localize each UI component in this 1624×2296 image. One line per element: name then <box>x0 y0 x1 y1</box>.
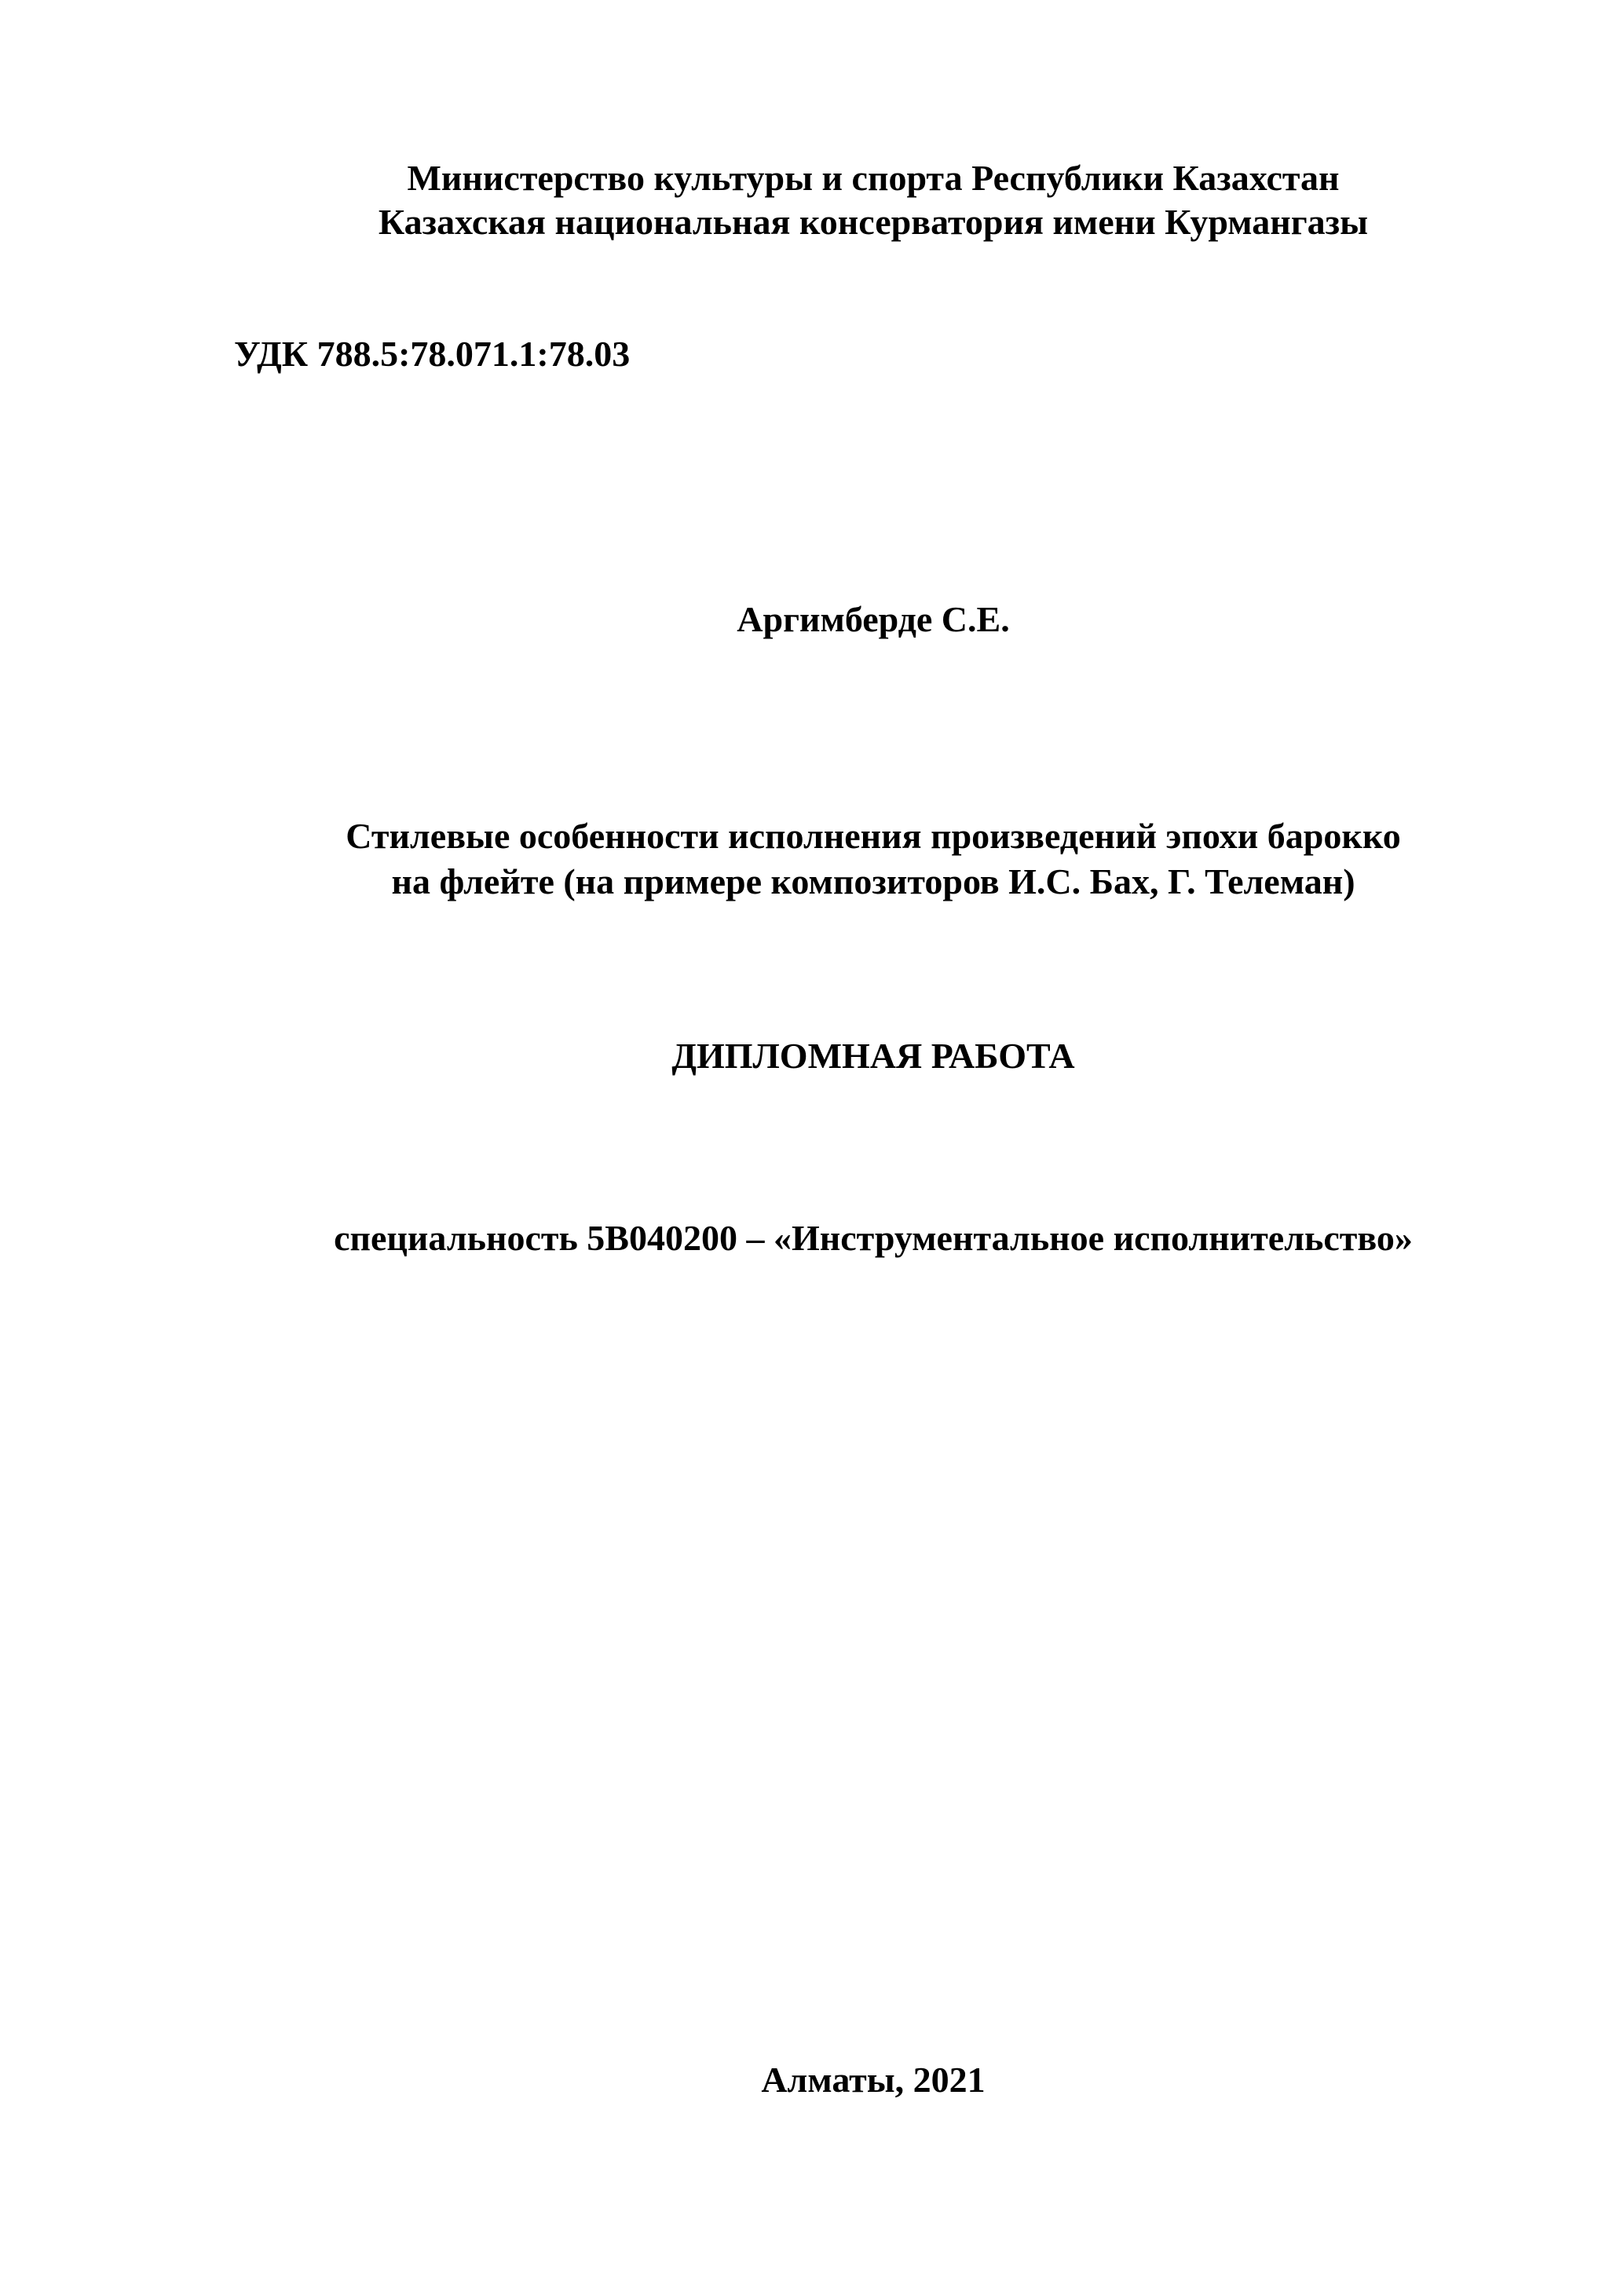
institution-heading: Казахская национальная консерватория имени Курмангазы <box>378 202 1369 242</box>
work-type-heading: ДИПЛОМНАЯ РАБОТА <box>671 1036 1075 1076</box>
author-name: Аргимберде С.Е. <box>737 599 1010 639</box>
city-year: Алматы, 2021 <box>761 2060 986 2100</box>
thesis-title-line-1: Стилевые особенности исполнения произведений эпохи барокко <box>346 816 1401 856</box>
ministry-heading: Министерство культуры и спорта Республики Казахстан <box>407 158 1340 198</box>
specialty-line: специальность 5В040200 – «Инструментальное исполнительство» <box>334 1218 1413 1258</box>
udk-code: УДК 788.5:78.071.1:78.03 <box>234 334 631 374</box>
thesis-title-line-2: на флейте (на примере композиторов И.С. Бах, Г. Телеман) <box>391 861 1355 901</box>
